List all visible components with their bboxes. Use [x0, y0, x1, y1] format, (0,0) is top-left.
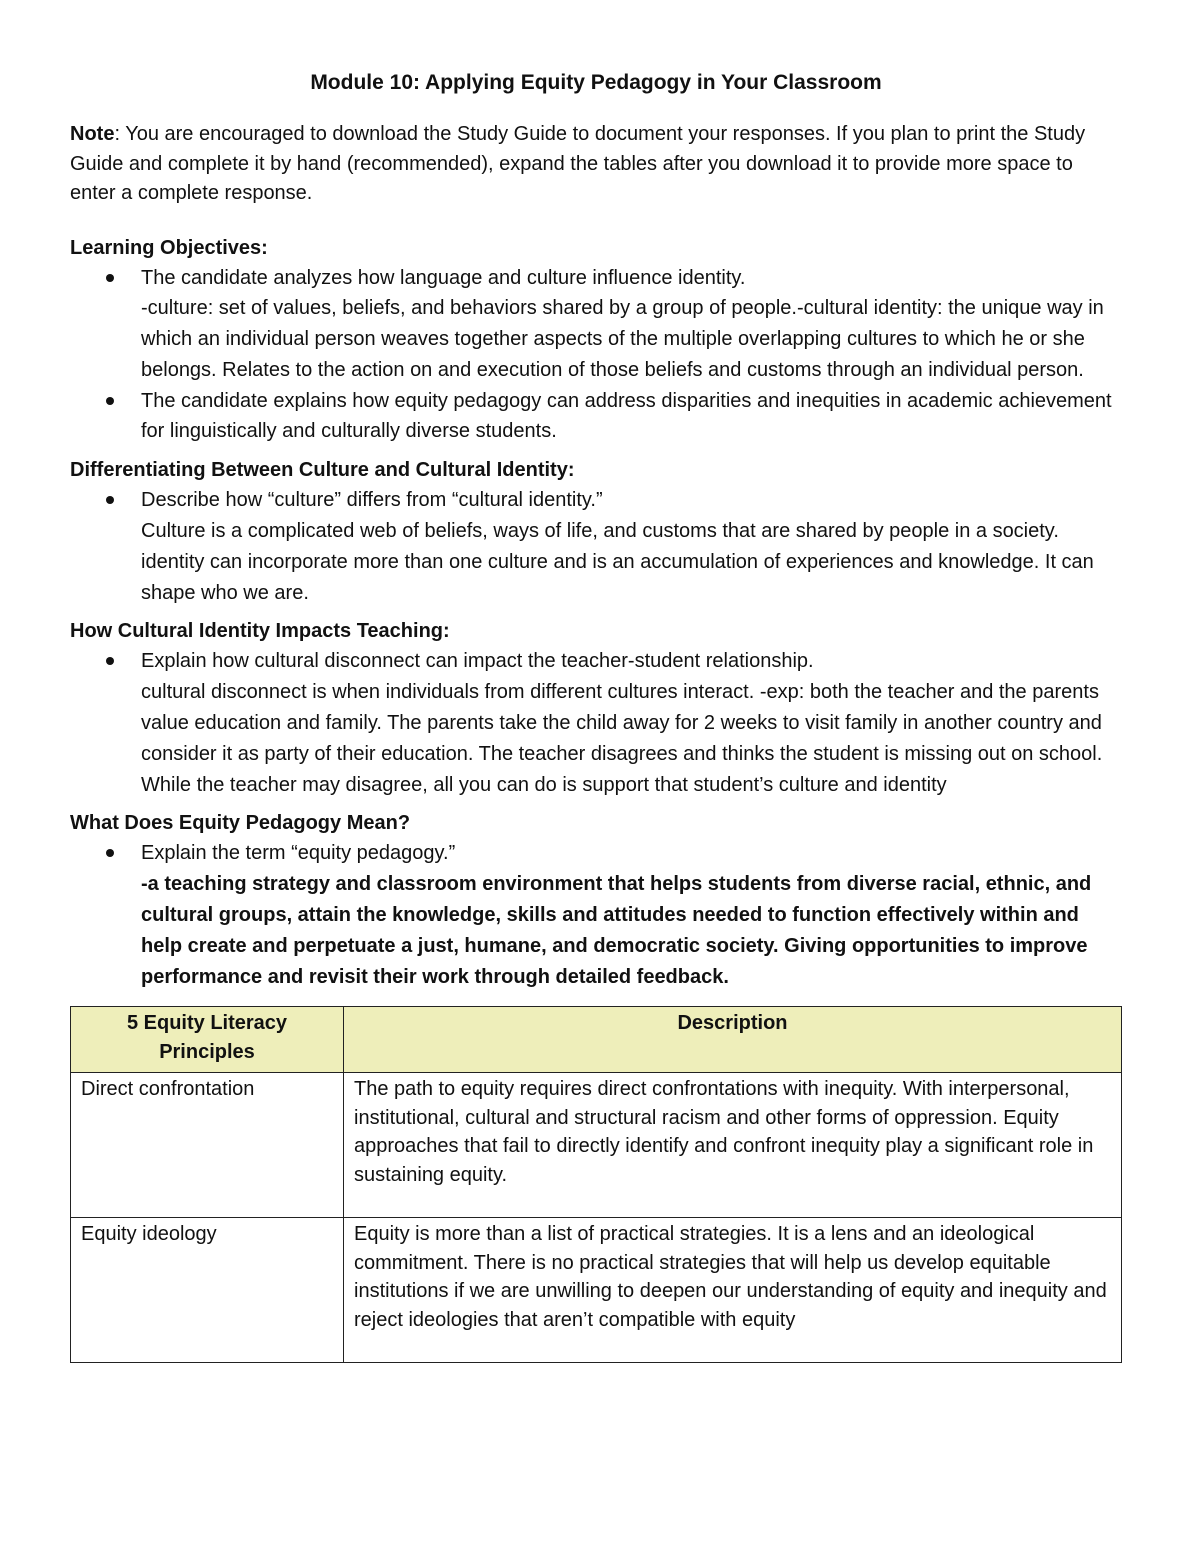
bullet-icon [106, 274, 114, 282]
principle-cell: Direct confrontation [71, 1073, 344, 1218]
learning-objectives-heading: Learning Objectives: [70, 236, 268, 259]
equity-pedagogy-heading: What Does Equity Pedagogy Mean? [70, 812, 411, 835]
list-item [70, 263, 1122, 386]
equity-pedagogy-section [70, 808, 1122, 992]
header-principles: 5 Equity Literacy Principles [71, 1007, 344, 1073]
table-row [71, 1218, 1122, 1363]
answer-text: cultural disconnect is when individuals from different cultures interact. -exp: both the teacher and the parents value education and family. The parents take the child away for 2 weeks to visit family in another country and consider it as party of their education. The teacher disagrees and thinks the student is missing out on school. While the teacher may disagree, all you can do is support that student’s culture and identity [141, 681, 1103, 796]
description-cell: The path to equity requires direct confrontations with inequity. With interpersonal, institutional, cultural and structural racism and other forms of oppression. Equity approaches that fail to directly identify and confront inequity play a significant role in sustaining equity. [344, 1073, 1122, 1218]
impacts-heading: How Cultural Identity Impacts Teaching: [70, 620, 450, 643]
prompt-text: Explain how cultural disconnect can impact the teacher-student relationship. [141, 650, 814, 673]
answer-text: Culture is a complicated web of beliefs, ways of life, and customs that are shared by people in a society. identity can incorporate more than one culture and is an accumulation of experiences and knowledge. It can shape who we are. [141, 520, 1094, 604]
objective-text: The candidate explains how equity pedagogy can address disparities and inequities in academic achievement for linguistically and culturally diverse students. [141, 389, 1112, 443]
list-item [70, 485, 1122, 608]
note-label: Note [70, 123, 115, 145]
document-page [70, 68, 1122, 1363]
objective-answer: -culture: set of values, beliefs, and behaviors shared by a group of people.-cultural identity: the unique way in which an individual person weaves together aspects of the multiple overlapping cultures to which he or she belongs. Relates to the action on and execution of those beliefs and customs through an individual person. [141, 297, 1104, 381]
differentiating-section [70, 455, 1122, 608]
note-text: : You are encouraged to download the Study Guide to document your responses. If you plan to print the Study Guide and complete it by hand (recommended), expand the tables after you download it to provide more space to enter a complete response. [70, 123, 1086, 204]
table-header-row [71, 1007, 1122, 1073]
impacts-section [70, 616, 1122, 800]
prompt-text: Describe how “culture” differs from “cultural identity.” [141, 489, 603, 512]
bullet-icon [106, 496, 114, 504]
page-title: Module 10: Applying Equity Pedagogy in Your Classroom [310, 71, 882, 94]
bullet-icon [106, 397, 114, 405]
learning-objectives-section [70, 233, 1122, 448]
header-description: Description [344, 1007, 1122, 1073]
note-paragraph [70, 120, 1122, 209]
principle-cell: Equity ideology [71, 1218, 344, 1363]
learning-objectives-list [70, 263, 1122, 448]
objective-text: The candidate analyzes how language and culture influence identity. [141, 266, 746, 289]
prompt-text: Explain the term “equity pedagogy.” [141, 842, 456, 865]
principles-table [70, 1006, 1122, 1363]
list-item [70, 838, 1122, 992]
answer-text: -a teaching strategy and classroom environment that helps students from diverse racial, ethnic, and cultural groups, attain the knowledge, skills and attitudes needed to function effectively within and help create and perpetuate a just, humane, and democratic society. Giving opportunities to improve performance and revisit their work through detailed feedback. [141, 873, 1092, 988]
list-item [70, 646, 1122, 800]
description-cell: Equity is more than a list of practical strategies. It is a lens and an ideological commitment. There is no practical strategies that will help us develop equitable institutions if we are unwilling to deepen our understanding of equity and inequity and reject ideologies that aren’t compatible with equity [344, 1218, 1122, 1363]
table-row [71, 1073, 1122, 1218]
bullet-icon [106, 849, 114, 857]
differentiating-heading: Differentiating Between Culture and Cultural Identity: [70, 459, 575, 482]
list-item [70, 386, 1122, 448]
bullet-icon [106, 657, 114, 665]
